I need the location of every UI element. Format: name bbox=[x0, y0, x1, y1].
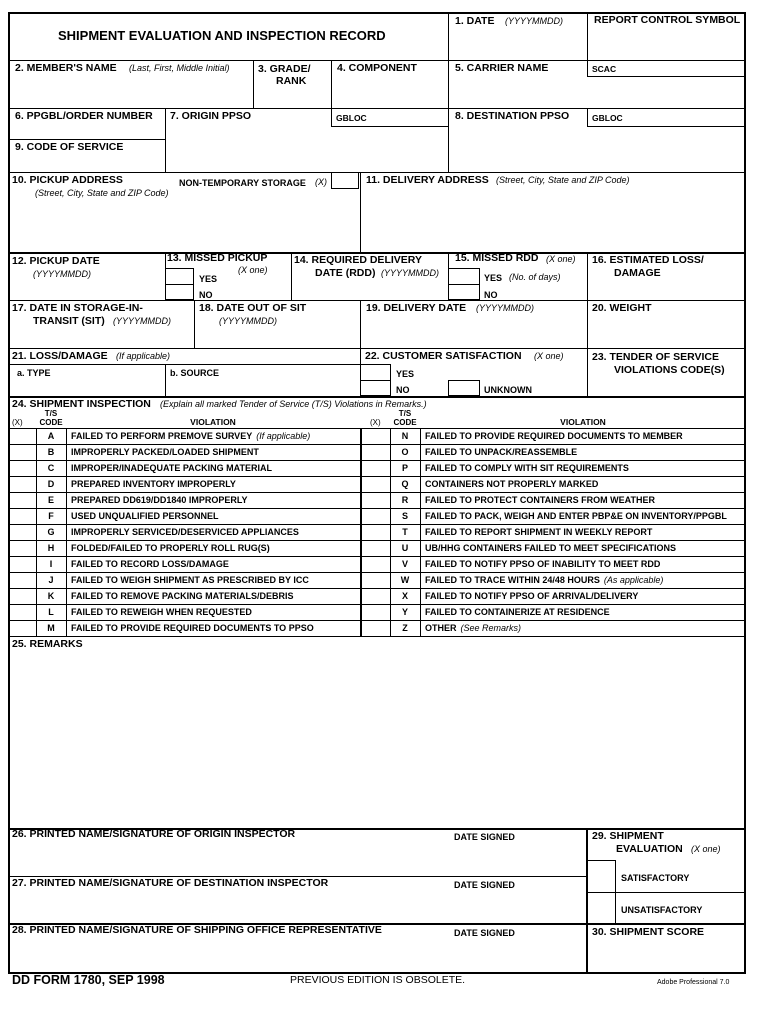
violation-code-v: V bbox=[401, 559, 408, 569]
violation-label: FAILED TO REMOVE PACKING MATERIALS/DEBRIS bbox=[71, 591, 294, 601]
origin-ppso-label: 7. ORIGIN PPSO bbox=[170, 110, 252, 122]
violation-text-i bbox=[71, 558, 229, 570]
member-name-label: 2. MEMBER'S NAME bbox=[15, 62, 117, 74]
violation-checkbox-w[interactable] bbox=[364, 573, 388, 587]
violation-text-y bbox=[425, 606, 610, 618]
violation-code-m: M bbox=[47, 623, 55, 633]
destination-ppso-label: 8. DESTINATION PPSO bbox=[455, 110, 570, 122]
remarks-label: 25. REMARKS bbox=[12, 638, 83, 650]
violation-label: PREPARED INVENTORY IMPROPERLY bbox=[71, 479, 236, 489]
violation-label: OTHER bbox=[425, 623, 457, 633]
right-violation-header: VIOLATION bbox=[560, 417, 606, 427]
violation-code-e: E bbox=[47, 495, 54, 505]
violation-label: FAILED TO PROVIDE REQUIRED DOCUMENTS TO MEMBER bbox=[425, 431, 683, 441]
violation-text-u bbox=[425, 542, 676, 554]
violation-code-y: Y bbox=[401, 607, 408, 617]
left-x-header: (X) bbox=[12, 418, 23, 427]
pickup-address-hint: (Street, City, State and ZIP Code) bbox=[35, 188, 169, 198]
violation-code-r: R bbox=[401, 495, 409, 505]
violation-label: FOLDED/FAILED TO PROPERLY ROLL RUG(S) bbox=[71, 543, 270, 553]
violation-label: FAILED TO RECORD LOSS/DAMAGE bbox=[71, 559, 229, 569]
violation-label: FAILED TO COMPLY WITH SIT REQUIREMENTS bbox=[425, 463, 629, 473]
violation-text-w bbox=[425, 574, 663, 586]
date-signed-1-label: DATE SIGNED bbox=[454, 832, 515, 842]
missed-rdd-no-label: NO bbox=[484, 290, 498, 300]
loss-source-label: b. SOURCE bbox=[170, 368, 220, 378]
right-ts-header-1: T/S bbox=[398, 409, 412, 418]
delivery-address-label: 11. DELIVERY ADDRESS bbox=[366, 174, 489, 186]
member-name-hint: (Last, First, Middle Initial) bbox=[129, 63, 230, 73]
left-violation-header: VIOLATION bbox=[190, 417, 236, 427]
violation-text-f bbox=[71, 510, 219, 522]
missed-rdd-label: 15. MISSED RDD bbox=[455, 252, 539, 264]
estimated-loss-label-2: DAMAGE bbox=[614, 267, 661, 279]
nts-hint: (X) bbox=[315, 177, 327, 187]
sit-in-label-2: TRANSIT (SIT) bbox=[33, 315, 105, 327]
violation-checkbox-g[interactable] bbox=[10, 525, 34, 539]
ppgbl-label: 6. PPGBL/ORDER NUMBER bbox=[15, 110, 153, 122]
missed-pickup-label: 13. MISSED PICKUP bbox=[167, 252, 268, 264]
missed-pickup-yes-checkbox[interactable] bbox=[165, 268, 194, 285]
violation-label: FAILED TO UNPACK/REASSEMBLE bbox=[425, 447, 578, 457]
violation-code-f: F bbox=[48, 511, 54, 521]
violation-text-q bbox=[425, 478, 598, 490]
violation-code-i: I bbox=[49, 559, 53, 569]
left-ts-header-1: T/S bbox=[44, 409, 58, 418]
tos-label-2: VIOLATIONS CODE(S) bbox=[614, 364, 725, 376]
violation-checkbox-x[interactable] bbox=[364, 589, 388, 603]
origin-inspector-label: 26. PRINTED NAME/SIGNATURE OF ORIGIN INSPECTOR bbox=[12, 828, 296, 840]
violation-label: FAILED TO NOTIFY PPSO OF INABILITY TO MEET RDD bbox=[425, 559, 661, 569]
violation-code-k: K bbox=[47, 591, 55, 601]
violation-text-r bbox=[425, 494, 655, 506]
violation-row-divider bbox=[8, 588, 360, 589]
violation-checkbox-v[interactable] bbox=[364, 557, 388, 571]
pickup-address-label: 10. PICKUP ADDRESS bbox=[12, 174, 123, 186]
violation-code-d: D bbox=[47, 479, 55, 489]
destination-gbloc-label: GBLOC bbox=[592, 113, 623, 123]
date-hint: (YYYYMMDD) bbox=[505, 16, 563, 26]
shipment-evaluation-label-2: EVALUATION bbox=[616, 843, 683, 855]
violation-text-s bbox=[425, 510, 727, 522]
violation-code-j: J bbox=[48, 575, 54, 585]
sit-in-hint: (YYYYMMDD) bbox=[113, 316, 171, 326]
rdd-label-2: DATE (RDD) bbox=[315, 267, 376, 279]
violation-code-n: N bbox=[401, 431, 409, 441]
violation-row-divider bbox=[360, 476, 746, 477]
violation-row-divider bbox=[360, 460, 746, 461]
violation-row-divider bbox=[360, 556, 746, 557]
destination-inspector-label: 27. PRINTED NAME/SIGNATURE OF DESTINATION INSPECTOR bbox=[12, 877, 329, 889]
estimated-loss-label-1: 16. ESTIMATED LOSS/ bbox=[592, 254, 704, 266]
component-label: 4. COMPONENT bbox=[337, 62, 417, 74]
previous-edition-note: PREVIOUS EDITION IS OBSOLETE. bbox=[290, 974, 466, 986]
shipment-evaluation-label-1: 29. SHIPMENT bbox=[592, 830, 664, 842]
violation-text-l bbox=[71, 606, 252, 618]
violation-text-v bbox=[425, 558, 660, 570]
scac-label: SCAC bbox=[592, 64, 617, 74]
violation-checkbox-z[interactable] bbox=[364, 621, 388, 635]
violation-label: PREPARED DD619/DD1840 IMPROPERLY bbox=[71, 495, 248, 505]
violation-label: FAILED TO NOTIFY PPSO OF ARRIVAL/DELIVERY bbox=[425, 591, 639, 601]
delivery-date-label: 19. DELIVERY DATE bbox=[366, 302, 467, 314]
violation-checkbox-k[interactable] bbox=[10, 589, 34, 603]
violation-checkbox-y[interactable] bbox=[364, 605, 388, 619]
violation-checkbox-i[interactable] bbox=[10, 557, 34, 571]
customer-sat-unknown-checkbox[interactable] bbox=[448, 380, 480, 396]
delivery-date-hint: (YYYYMMDD) bbox=[476, 303, 534, 313]
missed-rdd-yes-label: YES bbox=[484, 273, 503, 283]
date-signed-3-label: DATE SIGNED bbox=[454, 928, 515, 938]
violation-checkbox-l[interactable] bbox=[10, 605, 34, 619]
violation-code-b: B bbox=[47, 447, 55, 457]
violation-code-o: O bbox=[401, 447, 409, 457]
violation-checkbox-e[interactable] bbox=[10, 493, 34, 507]
unsatisfactory-checkbox[interactable] bbox=[586, 892, 616, 924]
violation-note: (As applicable) bbox=[603, 575, 664, 585]
violation-row-divider bbox=[8, 540, 360, 541]
customer-satisfaction-hint: (X one) bbox=[534, 351, 564, 361]
missed-pickup-hint: (X one) bbox=[238, 265, 268, 275]
sit-out-label: 18. DATE OUT OF SIT bbox=[199, 302, 307, 314]
violation-checkbox-c[interactable] bbox=[10, 461, 34, 475]
violation-code-z: Z bbox=[402, 623, 408, 633]
violation-text-p bbox=[425, 462, 629, 474]
customer-sat-yes-checkbox[interactable] bbox=[360, 364, 391, 381]
violation-row-divider bbox=[360, 508, 746, 509]
violation-row-divider bbox=[360, 572, 746, 573]
violation-text-h bbox=[71, 542, 270, 554]
pickup-date-hint: (YYYYMMDD) bbox=[33, 269, 91, 279]
violation-checkbox-o[interactable] bbox=[364, 445, 388, 459]
violation-code-x: X bbox=[401, 591, 408, 601]
customer-satisfaction-label: 22. CUSTOMER SATISFACTION bbox=[365, 350, 522, 362]
origin-gbloc-label: GBLOC bbox=[336, 113, 367, 123]
loss-damage-hint: (If applicable) bbox=[116, 351, 171, 361]
shipment-score-label: 30. SHIPMENT SCORE bbox=[592, 926, 705, 938]
violation-row-divider bbox=[360, 540, 746, 541]
nts-checkbox[interactable] bbox=[331, 172, 359, 189]
missed-pickup-yes-label: YES bbox=[199, 274, 218, 284]
violation-label: UB/HHG CONTAINERS FAILED TO MEET SPECIFICATIONS bbox=[425, 543, 677, 553]
violation-row-divider bbox=[8, 508, 360, 509]
violation-text-c bbox=[71, 462, 272, 474]
violation-code-a: A bbox=[47, 431, 55, 441]
violation-row-divider bbox=[360, 492, 746, 493]
violation-label: FAILED TO REPORT SHIPMENT IN WEEKLY REPORT bbox=[425, 527, 653, 537]
satisfactory-checkbox[interactable] bbox=[586, 860, 616, 893]
violation-text-x bbox=[425, 590, 638, 602]
violation-label: IMPROPERLY PACKED/LOADED SHIPMENT bbox=[71, 447, 259, 457]
violation-row-divider bbox=[360, 524, 746, 525]
violation-label: FAILED TO PROVIDE REQUIRED DOCUMENTS TO PPSO bbox=[71, 623, 314, 633]
satisfactory-label: SATISFACTORY bbox=[621, 873, 690, 883]
violation-code-w: W bbox=[400, 575, 410, 585]
nts-label: NON-TEMPORARY STORAGE bbox=[179, 178, 306, 188]
unsatisfactory-label: UNSATISFACTORY bbox=[621, 905, 703, 915]
missed-pickup-no-label: NO bbox=[199, 290, 213, 300]
form-title: SHIPMENT EVALUATION AND INSPECTION RECORD bbox=[58, 28, 386, 43]
violation-checkbox-m[interactable] bbox=[10, 621, 34, 635]
violation-text-m bbox=[71, 622, 314, 634]
violation-row-divider bbox=[8, 476, 360, 477]
violation-checkbox-s[interactable] bbox=[364, 509, 388, 523]
date-signed-2-label: DATE SIGNED bbox=[454, 880, 515, 890]
violation-row-divider bbox=[8, 492, 360, 493]
violation-code-p: P bbox=[401, 463, 408, 473]
violation-checkbox-u[interactable] bbox=[364, 541, 388, 555]
violation-checkbox-a[interactable] bbox=[10, 429, 34, 443]
violation-label: FAILED TO PERFORM PREMOVE SURVEY bbox=[71, 431, 253, 441]
violation-text-b bbox=[71, 446, 259, 458]
inspection-label: 24. SHIPMENT INSPECTION bbox=[12, 398, 151, 410]
sit-out-hint: (YYYYMMDD) bbox=[219, 316, 277, 326]
rdd-label-1: 14. REQUIRED DELIVERY bbox=[294, 254, 422, 266]
violation-row-divider bbox=[8, 460, 360, 461]
grade-label-1: 3. GRADE/ bbox=[258, 63, 311, 75]
customer-sat-no-checkbox[interactable] bbox=[360, 380, 391, 396]
rdd-hint: (YYYYMMDD) bbox=[381, 268, 439, 278]
grade-label-2: RANK bbox=[276, 75, 307, 87]
delivery-address-hint: (Street, City, State and ZIP Code) bbox=[496, 175, 630, 185]
inspection-hint: (Explain all marked Tender of Service (T/S) Violations in Remarks.) bbox=[160, 399, 427, 409]
violation-code-s: S bbox=[401, 511, 408, 521]
violation-code-q: Q bbox=[401, 479, 409, 489]
violation-row-divider bbox=[8, 604, 360, 605]
missed-rdd-yes-checkbox[interactable] bbox=[448, 268, 480, 285]
violation-note: (See Remarks) bbox=[460, 623, 522, 633]
customer-sat-yes-label: YES bbox=[396, 369, 415, 379]
customer-sat-no-label: NO bbox=[396, 385, 410, 395]
violation-checkbox-n[interactable] bbox=[364, 429, 388, 443]
sit-in-label-1: 17. DATE IN STORAGE-IN- bbox=[12, 302, 143, 314]
violation-label: FAILED TO PACK, WEIGH AND ENTER PBP&E ON INVENTORY/PPGBL bbox=[425, 511, 727, 521]
violation-text-z bbox=[425, 622, 521, 634]
violation-text-a bbox=[71, 430, 310, 442]
violation-text-k bbox=[71, 590, 294, 602]
violation-checkbox-p[interactable] bbox=[364, 461, 388, 475]
violation-row-divider bbox=[8, 572, 360, 573]
violation-text-e bbox=[71, 494, 248, 506]
violation-code-u: U bbox=[401, 543, 409, 553]
violation-label: IMPROPER/INADEQUATE PACKING MATERIAL bbox=[71, 463, 273, 473]
violation-code-c: C bbox=[47, 463, 55, 473]
pickup-date-label: 12. PICKUP DATE bbox=[12, 255, 100, 267]
violation-label: FAILED TO CONTAINERIZE AT RESIDENCE bbox=[425, 607, 610, 617]
violation-row-divider bbox=[360, 588, 746, 589]
violation-row-divider bbox=[8, 620, 360, 621]
tos-label-1: 23. TENDER OF SERVICE bbox=[592, 351, 720, 363]
violation-checkbox-r[interactable] bbox=[364, 493, 388, 507]
violation-code-l: L bbox=[48, 607, 54, 617]
violation-row-divider bbox=[360, 620, 746, 621]
form-id: DD FORM 1780, SEP 1998 bbox=[12, 973, 165, 987]
violation-row-divider bbox=[360, 604, 746, 605]
violation-label: FAILED TO TRACE WITHIN 24/48 HOURS bbox=[425, 575, 600, 585]
missed-rdd-hint: (X one) bbox=[546, 254, 576, 264]
violation-text-j bbox=[71, 574, 309, 586]
loss-type-label: a. TYPE bbox=[17, 368, 51, 378]
violation-label: CONTAINERS NOT PROPERLY MARKED bbox=[425, 479, 599, 489]
violation-row-divider bbox=[8, 444, 360, 445]
violation-text-g bbox=[71, 526, 299, 538]
violation-checkbox-f[interactable] bbox=[10, 509, 34, 523]
weight-label: 20. WEIGHT bbox=[592, 302, 652, 314]
right-x-header: (X) bbox=[370, 418, 381, 427]
shipping-rep-label: 28. PRINTED NAME/SIGNATURE OF SHIPPING OFFICE REPRESENTATIVE bbox=[12, 924, 382, 936]
right-ts-header-2: CODE bbox=[393, 418, 417, 427]
violation-checkbox-h[interactable] bbox=[10, 541, 34, 555]
violation-label: FAILED TO PROTECT CONTAINERS FROM WEATHER bbox=[425, 495, 655, 505]
violation-code-t: T bbox=[402, 527, 408, 537]
violation-label: FAILED TO WEIGH SHIPMENT AS PRESCRIBED BY ICC bbox=[71, 575, 309, 585]
date-label: 1. DATE bbox=[455, 15, 495, 27]
violation-checkbox-q[interactable] bbox=[364, 477, 388, 491]
violation-label: USED UNQUALIFIED PERSONNEL bbox=[71, 511, 219, 521]
customer-sat-unknown-label: UNKNOWN bbox=[484, 385, 532, 395]
violation-row-divider bbox=[8, 524, 360, 525]
code-of-service-label: 9. CODE OF SERVICE bbox=[15, 141, 124, 153]
violation-text-t bbox=[425, 526, 652, 538]
violation-row-divider bbox=[360, 444, 746, 445]
shipment-evaluation-hint: (X one) bbox=[691, 844, 721, 854]
violation-label: FAILED TO REWEIGH WHEN REQUESTED bbox=[71, 607, 252, 617]
violation-checkbox-b[interactable] bbox=[10, 445, 34, 459]
violation-checkbox-d[interactable] bbox=[10, 477, 34, 491]
software-note: Adobe Professional 7.0 bbox=[657, 979, 730, 986]
violation-text-d bbox=[71, 478, 236, 490]
violation-text-n bbox=[425, 430, 683, 442]
violation-note: (If applicable) bbox=[256, 431, 311, 441]
loss-damage-label: 21. LOSS/DAMAGE bbox=[12, 350, 108, 362]
left-ts-header-2: CODE bbox=[39, 418, 63, 427]
violation-checkbox-j[interactable] bbox=[10, 573, 34, 587]
violation-checkbox-t[interactable] bbox=[364, 525, 388, 539]
violation-text-o bbox=[425, 446, 577, 458]
missed-rdd-yes-hint: (No. of days) bbox=[509, 272, 561, 282]
report-control-symbol-label: REPORT CONTROL SYMBOL bbox=[594, 14, 741, 26]
violation-label: IMPROPERLY SERVICED/DESERVICED APPLIANCES bbox=[71, 527, 299, 537]
missed-rdd-no-checkbox[interactable] bbox=[448, 284, 480, 300]
carrier-name-label: 5. CARRIER NAME bbox=[455, 62, 549, 74]
violation-code-g: G bbox=[47, 527, 55, 537]
violation-row-divider bbox=[8, 556, 360, 557]
violation-code-h: H bbox=[47, 543, 55, 553]
missed-pickup-no-checkbox[interactable] bbox=[165, 284, 194, 300]
